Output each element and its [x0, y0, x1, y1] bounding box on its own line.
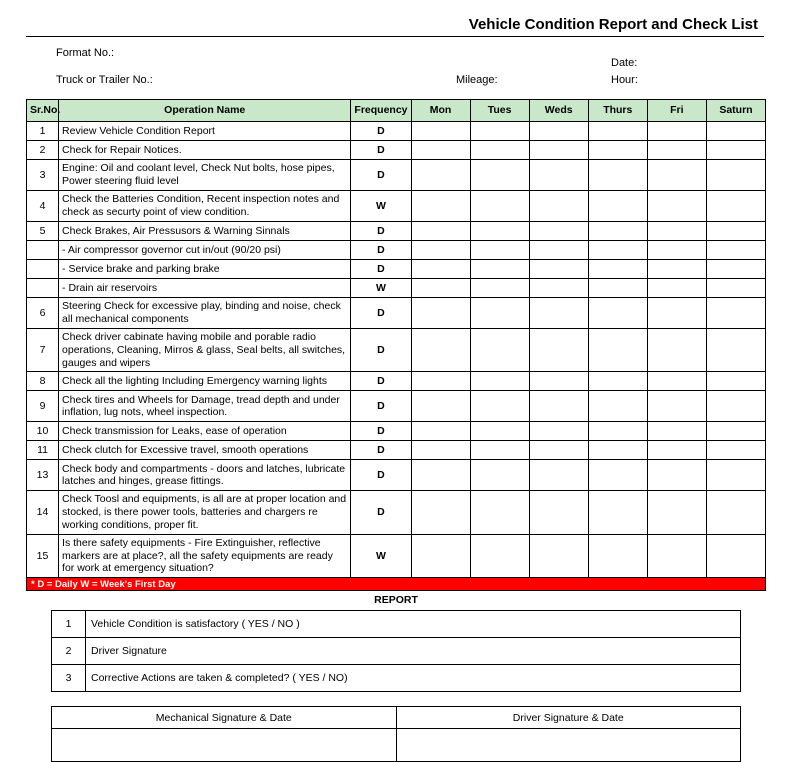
field-mileage: Mileage: — [456, 74, 498, 86]
checklist-table — [26, 99, 766, 578]
cell-sr-no: 4 — [27, 191, 59, 222]
cell-day-check[interactable] — [706, 441, 765, 460]
cell-operation-name: Check the Batteries Condition, Recent inspection notes and check as securty point of view condition. — [59, 191, 351, 222]
signature-table — [51, 706, 741, 762]
cell-sr-no — [27, 279, 59, 298]
cell-day-check[interactable] — [411, 241, 470, 260]
cell-day-check[interactable] — [588, 260, 647, 279]
cell-operation-name: Check clutch for Excessive travel, smooth operations — [59, 441, 351, 460]
report-row — [52, 611, 741, 638]
cell-operation-name: Check Brakes, Air Pressusors & Warning Sinnals — [59, 222, 351, 241]
cell-day-check[interactable] — [647, 491, 706, 534]
cell-frequency: D — [351, 372, 411, 391]
cell-operation-name: Check Toosl and equipments, is all are at proper location and stocked, is there power tools, batteries and chargers re working conditions, proper fit. — [59, 491, 351, 534]
cell-day-check[interactable] — [647, 122, 706, 141]
table-row — [27, 122, 766, 141]
cell-day-check[interactable] — [411, 391, 470, 422]
cell-day-check[interactable] — [529, 191, 588, 222]
cell-day-check[interactable] — [588, 422, 647, 441]
cell-day-check[interactable] — [647, 329, 706, 372]
field-format-no: Format No.: — [56, 47, 115, 59]
cell-frequency: D — [351, 122, 411, 141]
table-row — [27, 279, 766, 298]
table-row — [27, 260, 766, 279]
table-row — [27, 422, 766, 441]
cell-sr-no: 2 — [27, 141, 59, 160]
cell-day-check[interactable] — [588, 122, 647, 141]
cell-operation-name: Review Vehicle Condition Report — [59, 122, 351, 141]
signature-col-mechanical: Mechanical Signature & Date — [52, 707, 397, 729]
cell-day-check[interactable] — [647, 534, 706, 577]
cell-day-check[interactable] — [470, 122, 529, 141]
cell-day-check[interactable] — [588, 222, 647, 241]
col-saturn: Saturn — [706, 100, 765, 122]
cell-operation-name: - Service brake and parking brake — [59, 260, 351, 279]
field-hour: Hour: — [611, 74, 638, 86]
cell-day-check[interactable] — [706, 279, 765, 298]
field-truck-no: Truck or Trailer No.: — [56, 74, 153, 86]
cell-day-check[interactable] — [529, 372, 588, 391]
cell-day-check[interactable] — [647, 422, 706, 441]
cell-day-check[interactable] — [529, 222, 588, 241]
page-title: Vehicle Condition Report and Check List — [468, 16, 758, 33]
cell-day-check[interactable] — [529, 391, 588, 422]
title-row — [26, 16, 764, 36]
cell-day-check[interactable] — [588, 241, 647, 260]
cell-sr-no: 8 — [27, 372, 59, 391]
cell-frequency: D — [351, 298, 411, 329]
cell-day-check[interactable] — [470, 160, 529, 191]
field-date: Date: — [611, 57, 638, 69]
cell-operation-name: Check tires and Wheels for Damage, tread depth and under inflation, lug nots, wheel inspection. — [59, 391, 351, 422]
cell-day-check[interactable] — [411, 329, 470, 372]
cell-sr-no: 14 — [27, 491, 59, 534]
report-table — [51, 610, 741, 692]
cell-day-check[interactable] — [588, 534, 647, 577]
cell-day-check[interactable] — [470, 241, 529, 260]
cell-day-check[interactable] — [411, 122, 470, 141]
cell-sr-no: 13 — [27, 460, 59, 491]
cell-day-check[interactable] — [647, 441, 706, 460]
cell-day-check[interactable] — [706, 460, 765, 491]
cell-day-check[interactable] — [529, 298, 588, 329]
cell-day-check[interactable] — [706, 122, 765, 141]
cell-day-check[interactable] — [411, 160, 470, 191]
cell-day-check[interactable] — [529, 122, 588, 141]
cell-day-check[interactable] — [470, 222, 529, 241]
cell-day-check[interactable] — [529, 241, 588, 260]
cell-sr-no: 9 — [27, 391, 59, 422]
cell-day-check[interactable] — [470, 298, 529, 329]
col-mon: Mon — [411, 100, 470, 122]
col-sr-no: Sr.No. — [27, 100, 59, 122]
cell-day-check[interactable] — [647, 460, 706, 491]
cell-day-check[interactable] — [529, 260, 588, 279]
cell-frequency: D — [351, 491, 411, 534]
col-tues: Tues — [470, 100, 529, 122]
cell-sr-no: 3 — [27, 160, 59, 191]
cell-frequency: D — [351, 241, 411, 260]
cell-day-check[interactable] — [470, 260, 529, 279]
cell-day-check[interactable] — [588, 141, 647, 160]
cell-operation-name: Engine: Oil and coolant level, Check Nut bolts, hose pipes, Power steering fluid level — [59, 160, 351, 191]
col-frequency: Frequency — [351, 100, 411, 122]
cell-operation-name: Check body and compartments - doors and latches, lubricate latches and hinges, grease fittings. — [59, 460, 351, 491]
signature-col-driver: Driver Signature & Date — [396, 707, 741, 729]
cell-day-check[interactable] — [470, 391, 529, 422]
table-header-row — [27, 100, 766, 122]
signature-header-row — [52, 707, 741, 729]
report-row-text[interactable]: Driver Signature — [86, 638, 741, 665]
cell-day-check[interactable] — [411, 460, 470, 491]
table-row — [27, 491, 766, 534]
signature-blank-mechanical[interactable] — [52, 729, 397, 762]
cell-day-check[interactable] — [529, 279, 588, 298]
report-row-number: 3 — [52, 665, 86, 692]
cell-frequency: D — [351, 141, 411, 160]
cell-day-check[interactable] — [706, 391, 765, 422]
cell-operation-name: Is there safety equipments - Fire Extinguisher, reflective markers are at place?, all the safety equipments are ready for work at emergency situation? — [59, 534, 351, 577]
table-row — [27, 222, 766, 241]
cell-sr-no — [27, 241, 59, 260]
cell-day-check[interactable] — [647, 141, 706, 160]
cell-frequency: W — [351, 279, 411, 298]
cell-day-check[interactable] — [470, 372, 529, 391]
cell-day-check[interactable] — [411, 191, 470, 222]
table-row — [27, 160, 766, 191]
report-row-number: 1 — [52, 611, 86, 638]
cell-day-check[interactable] — [706, 241, 765, 260]
table-row — [27, 298, 766, 329]
cell-day-check[interactable] — [470, 279, 529, 298]
cell-day-check[interactable] — [647, 160, 706, 191]
cell-day-check[interactable] — [588, 391, 647, 422]
cell-operation-name: - Drain air reservoirs — [59, 279, 351, 298]
cell-day-check[interactable] — [411, 491, 470, 534]
cell-day-check[interactable] — [647, 372, 706, 391]
table-row — [27, 534, 766, 577]
cell-day-check[interactable] — [706, 329, 765, 372]
cell-day-check[interactable] — [470, 329, 529, 372]
table-row — [27, 372, 766, 391]
header-fields — [26, 47, 764, 99]
cell-day-check[interactable] — [411, 441, 470, 460]
cell-day-check[interactable] — [411, 298, 470, 329]
signature-blank-driver[interactable] — [396, 729, 741, 762]
cell-day-check[interactable] — [706, 422, 765, 441]
col-operation: Operation Name — [59, 100, 351, 122]
cell-sr-no — [27, 260, 59, 279]
cell-day-check[interactable] — [706, 298, 765, 329]
cell-day-check[interactable] — [470, 460, 529, 491]
cell-frequency: D — [351, 441, 411, 460]
cell-sr-no: 6 — [27, 298, 59, 329]
cell-day-check[interactable] — [588, 441, 647, 460]
checklist-body — [27, 122, 766, 578]
col-thurs: Thurs — [588, 100, 647, 122]
table-row — [27, 141, 766, 160]
table-row — [27, 441, 766, 460]
table-row — [27, 329, 766, 372]
cell-frequency: D — [351, 329, 411, 372]
cell-operation-name: Check all the lighting Including Emergency warning lights — [59, 372, 351, 391]
cell-day-check[interactable] — [647, 241, 706, 260]
cell-day-check[interactable] — [529, 491, 588, 534]
cell-frequency: D — [351, 391, 411, 422]
cell-day-check[interactable] — [411, 279, 470, 298]
table-row — [27, 241, 766, 260]
cell-day-check[interactable] — [470, 491, 529, 534]
cell-sr-no: 11 — [27, 441, 59, 460]
cell-operation-name: Check driver cabinate having mobile and porable radio operations, Cleaning, Mirros & glass, Seal belts, all switches, gauges and wipers — [59, 329, 351, 372]
title-divider — [26, 36, 764, 37]
report-row-text[interactable]: Vehicle Condition is satisfactory ( YES / NO ) — [86, 611, 741, 638]
cell-day-check[interactable] — [411, 260, 470, 279]
cell-day-check[interactable] — [706, 491, 765, 534]
report-row-text[interactable]: Corrective Actions are taken & completed? ( YES / NO) — [86, 665, 741, 692]
cell-frequency: D — [351, 222, 411, 241]
cell-day-check[interactable] — [706, 222, 765, 241]
table-row — [27, 460, 766, 491]
cell-day-check[interactable] — [706, 372, 765, 391]
signature-blank-row — [52, 729, 741, 762]
cell-day-check[interactable] — [588, 329, 647, 372]
cell-operation-name: - Air compressor governor cut in/out (90/20 psi) — [59, 241, 351, 260]
col-fri: Fri — [647, 100, 706, 122]
cell-day-check[interactable] — [470, 141, 529, 160]
report-row-number: 2 — [52, 638, 86, 665]
report-row — [52, 638, 741, 665]
cell-day-check[interactable] — [706, 160, 765, 191]
cell-operation-name: Check transmission for Leaks, ease of operation — [59, 422, 351, 441]
cell-day-check[interactable] — [529, 329, 588, 372]
cell-day-check[interactable] — [529, 141, 588, 160]
cell-day-check[interactable] — [588, 460, 647, 491]
cell-sr-no: 7 — [27, 329, 59, 372]
cell-sr-no: 5 — [27, 222, 59, 241]
cell-day-check[interactable] — [411, 422, 470, 441]
report-row — [52, 665, 741, 692]
cell-operation-name: Check for Repair Notices. — [59, 141, 351, 160]
cell-day-check[interactable] — [529, 534, 588, 577]
cell-frequency: W — [351, 191, 411, 222]
cell-sr-no: 10 — [27, 422, 59, 441]
cell-day-check[interactable] — [411, 222, 470, 241]
cell-day-check[interactable] — [647, 260, 706, 279]
cell-day-check[interactable] — [411, 372, 470, 391]
cell-day-check[interactable] — [470, 422, 529, 441]
cell-day-check[interactable] — [470, 191, 529, 222]
table-row — [27, 391, 766, 422]
cell-day-check[interactable] — [588, 279, 647, 298]
cell-frequency: W — [351, 534, 411, 577]
legend-bar: * D = Daily W = Week's First Day — [26, 578, 766, 591]
cell-sr-no: 1 — [27, 122, 59, 141]
cell-day-check[interactable] — [411, 534, 470, 577]
cell-frequency: D — [351, 460, 411, 491]
cell-day-check[interactable] — [647, 298, 706, 329]
cell-day-check[interactable] — [706, 260, 765, 279]
col-weds: Weds — [529, 100, 588, 122]
cell-day-check[interactable] — [647, 191, 706, 222]
cell-day-check[interactable] — [706, 191, 765, 222]
cell-frequency: D — [351, 422, 411, 441]
cell-day-check[interactable] — [411, 141, 470, 160]
cell-day-check[interactable] — [647, 279, 706, 298]
cell-day-check[interactable] — [588, 191, 647, 222]
cell-day-check[interactable] — [647, 222, 706, 241]
cell-day-check[interactable] — [529, 460, 588, 491]
cell-day-check[interactable] — [647, 391, 706, 422]
cell-day-check[interactable] — [470, 441, 529, 460]
cell-day-check[interactable] — [706, 534, 765, 577]
cell-day-check[interactable] — [529, 160, 588, 191]
cell-day-check[interactable] — [588, 372, 647, 391]
cell-day-check[interactable] — [529, 441, 588, 460]
cell-sr-no: 15 — [27, 534, 59, 577]
report-body — [52, 611, 741, 692]
cell-frequency: D — [351, 160, 411, 191]
cell-frequency: D — [351, 260, 411, 279]
table-row — [27, 191, 766, 222]
cell-day-check[interactable] — [470, 534, 529, 577]
cell-day-check[interactable] — [588, 160, 647, 191]
cell-day-check[interactable] — [706, 141, 765, 160]
cell-operation-name: Steering Check for excessive play, binding and noise, check all mechanical components — [59, 298, 351, 329]
cell-day-check[interactable] — [529, 422, 588, 441]
cell-day-check[interactable] — [588, 298, 647, 329]
cell-day-check[interactable] — [588, 491, 647, 534]
report-section-label: REPORT — [374, 594, 418, 607]
